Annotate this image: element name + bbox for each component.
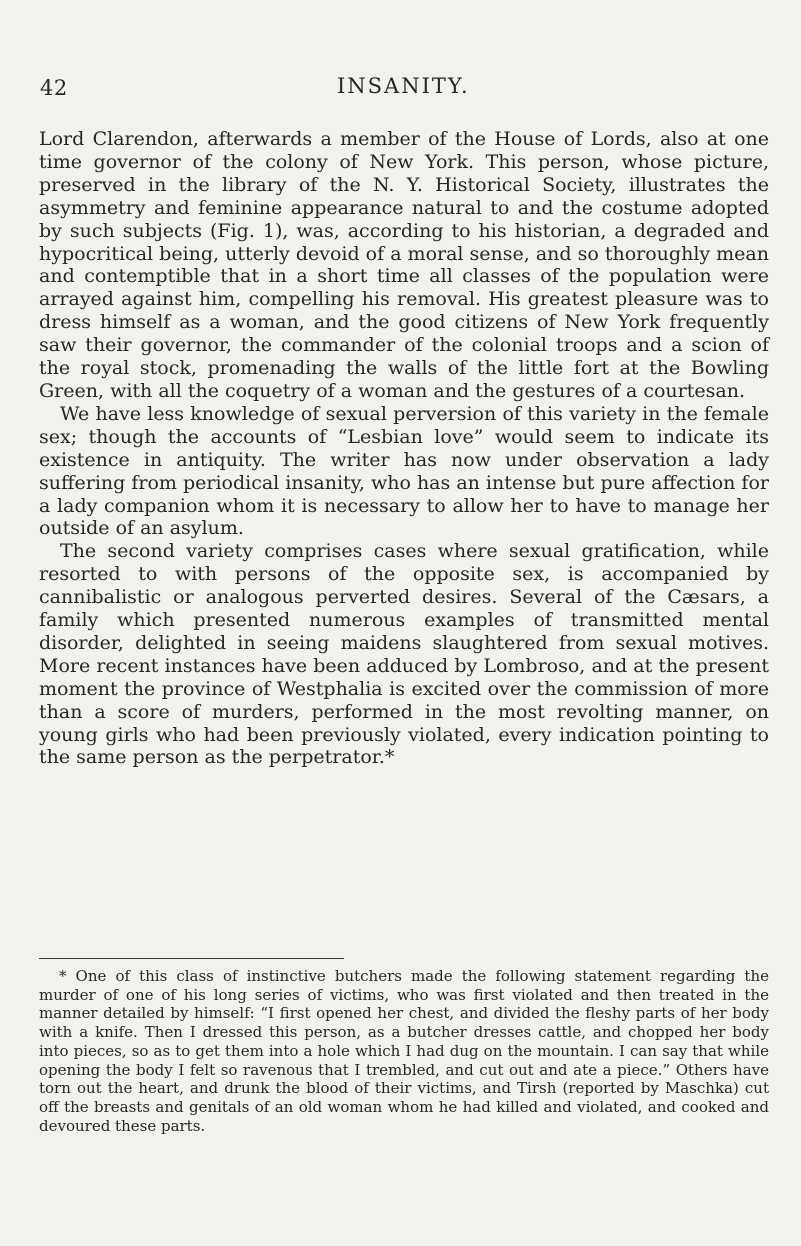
body-text	[39, 128, 769, 769]
page-number: 42	[40, 76, 68, 100]
paragraph-clarendon: Lord Clarendon, afterwards a member of the House of Lords, also at one time governor of the colony of New York. This person, whose picture, preserved in the library of the N. Y. Historical Society, illustrates the asymmetry and feminine appearance natural to and the costume adopted by such subjects (Fig. 1), was, according to his historian, a degraded and hypocritical being, utterly devoid of a moral sense, and so thoroughly mean and contemptible that in a short time all classes of the population were arrayed against him, compelling his removal. His greatest pleasure was to dress himself as a woman, and the good citizens of New York frequently saw their governor, the commander of the colonial troops and a scion of the royal stock, promenading the walls of the little fort at the Bowling Green, with all the coquetry of a woman and the gestures of a courtesan.	[39, 128, 769, 402]
running-head: INSANITY.	[337, 74, 470, 98]
footnote	[39, 967, 769, 1135]
paragraph-second-variety: The second variety comprises cases where sexual gratification, while resorted to with persons of the opposite sex, is accompanied by cannibalistic or analogous perverted desires. Several of the Cæsars, a family which presented numerous examples of transmitted mental disorder, delighted in seeing maidens slaughtered from sexual motives. More recent instances have been adduced by Lombroso, and at the present moment the province of Westphalia is excited over the commission of more than a score of murders, performed in the most revolting manner, on young girls who had been previously violated, every indication pointing to the same person as the perpetrator.*	[39, 540, 769, 769]
footnote-text: * One of this class of instinctive butchers made the following statement regarding the murder of one of his long series of victims, who was first violated and then treated in the manner detailed by himself: “I first opened her chest, and divided the fleshy parts of her body with a knife. Then I dressed this person, as a butcher dresses cattle, and chopped her body into pieces, so as to get them into a hole which I had dug on the mountain. I can say that while opening the body I felt so ravenous that I trembled, and cut out and ate a piece.” Others have torn out the heart, and drunk the blood of their victims, and Tirsh (reported by Maschka) cut off the breasts and genitals of an old woman whom he had killed and violated, and cooked and devoured these parts.	[39, 967, 769, 1135]
footnote-rule	[39, 958, 344, 959]
paragraph-lesbian-love: We have less knowledge of sexual perversion of this variety in the female sex; though the accounts of “Lesbian love” would seem to indicate its existence in antiquity. The writer has now under observation a lady suffering from periodical insanity, who has an intense but pure affection for a lady companion whom it is necessary to allow her to have to manage her outside of an asylum.	[39, 402, 769, 540]
